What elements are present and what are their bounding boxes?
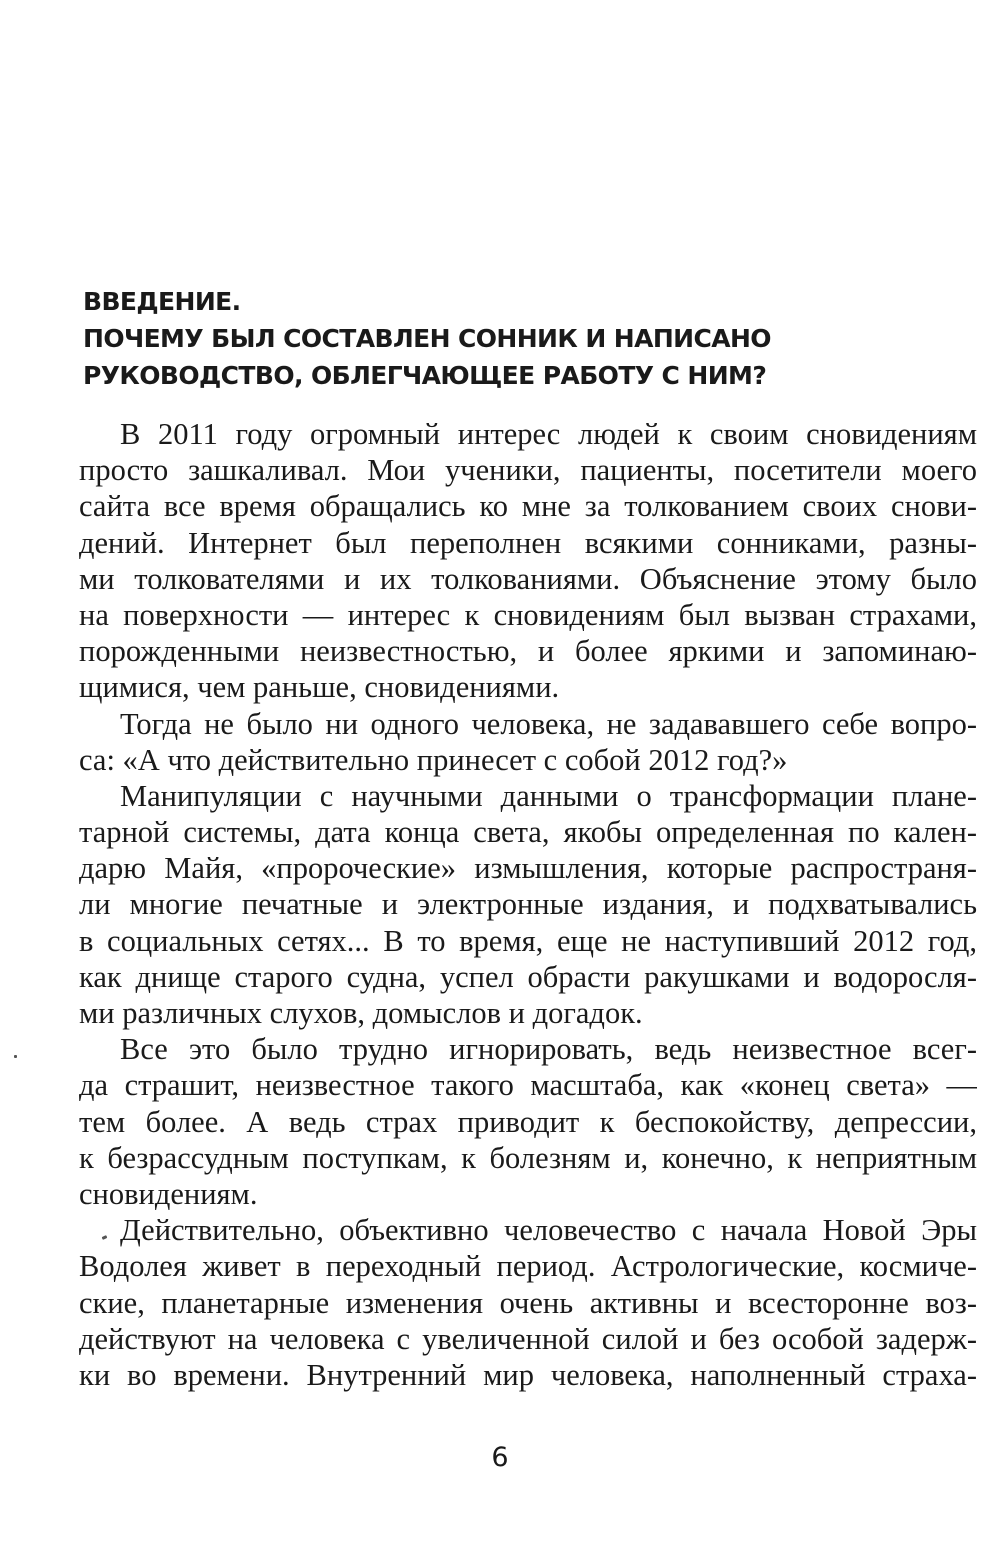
text-line: на поверхности — интерес к сновидениям был вызван страхами,: [79, 597, 977, 632]
text-line: ми толкователями и их толкованиями. Объяснение этому было: [79, 561, 977, 596]
text-line: Тогда не было ни одного человека, не задававшего себе вопро-: [120, 706, 977, 741]
text-line: ми различных слухов, домыслов и догадок.: [79, 996, 643, 1030]
heading-line: РУКОВОДСТВО, ОБЛЕГЧАЮЩЕЕ РАБОТУ С НИМ?: [83, 361, 767, 390]
text-line: ли многие печатные и электронные издания, и подхватывались: [79, 887, 977, 922]
text-line: просто зашкаливал. Мои ученики, пациенты, посетители моего: [79, 453, 977, 488]
text-line: В 2011 году огромный интерес людей к своим сновидениям: [120, 417, 977, 451]
paragraph: [79, 778, 977, 1031]
text-line: Манипуляции с научными данными о трансформации плане-: [120, 778, 977, 813]
paragraph: [79, 1031, 977, 1212]
body-text: [79, 416, 977, 1393]
text-line: ские, планетарные изменения очень активны и всесторонне воз-: [79, 1285, 977, 1320]
text-line: порожденными неизвестностью, и более яркими и запоминаю-: [79, 634, 977, 669]
text-line: са: «А что действительно принесет с собой 2012 год?»: [79, 742, 788, 777]
text-line: Действительно, объективно человечество с начала Новой Эры: [120, 1213, 977, 1248]
paragraph: [79, 1212, 977, 1393]
heading-line: ПОЧЕМУ БЫЛ СОСТАВЛЕН СОННИК И НАПИСАНО: [83, 324, 771, 353]
heading-line: ВВЕДЕНИЕ.: [83, 287, 241, 316]
text-line: Водолея живет в переходный период. Астрологические, космиче-: [79, 1249, 977, 1284]
text-line: сновидениям.: [79, 1176, 258, 1211]
text-line: в социальных сетях... В то время, еще не наступивший 2012 год,: [79, 923, 977, 958]
paragraph: [79, 706, 977, 778]
text-line: ки во времени. Внутренний мир человека, наполненный страха-: [79, 1357, 977, 1392]
text-line: щимися, чем раньше, сновидениями.: [79, 670, 560, 705]
text-line: как днище старого судна, успел обрасти ракушками и водоросля-: [79, 959, 977, 994]
text-line: да страшит, неизвестное такого масштаба, как «конец света» —: [79, 1068, 977, 1103]
page-number: 6: [491, 1442, 509, 1473]
text-line: действуют на человека с увеличенной силой и без особой задерж-: [79, 1321, 977, 1356]
paragraph: [79, 416, 977, 706]
text-line: к безрассудным поступкам, к болезням и, конечно, к неприятным: [79, 1140, 977, 1175]
chapter-heading: [83, 283, 963, 394]
text-line: сайта все время обращались ко мне за толкованием своих снови-: [79, 489, 977, 524]
text-line: тем более. А ведь страх приводит к беспокойству, депрессии,: [79, 1104, 977, 1139]
text-line: дений. Интернет был переполнен всякими сонниками, разны-: [79, 525, 977, 560]
text-line: Все это было трудно игнорировать, ведь неизвестное всег-: [120, 1032, 977, 1067]
text-line: тарной системы, дата конца света, якобы определенная по кален-: [79, 815, 977, 850]
text-line: дарю Майя, «пророческие» измышления, которые распространя-: [79, 851, 977, 886]
scan-speck: [14, 1055, 17, 1058]
